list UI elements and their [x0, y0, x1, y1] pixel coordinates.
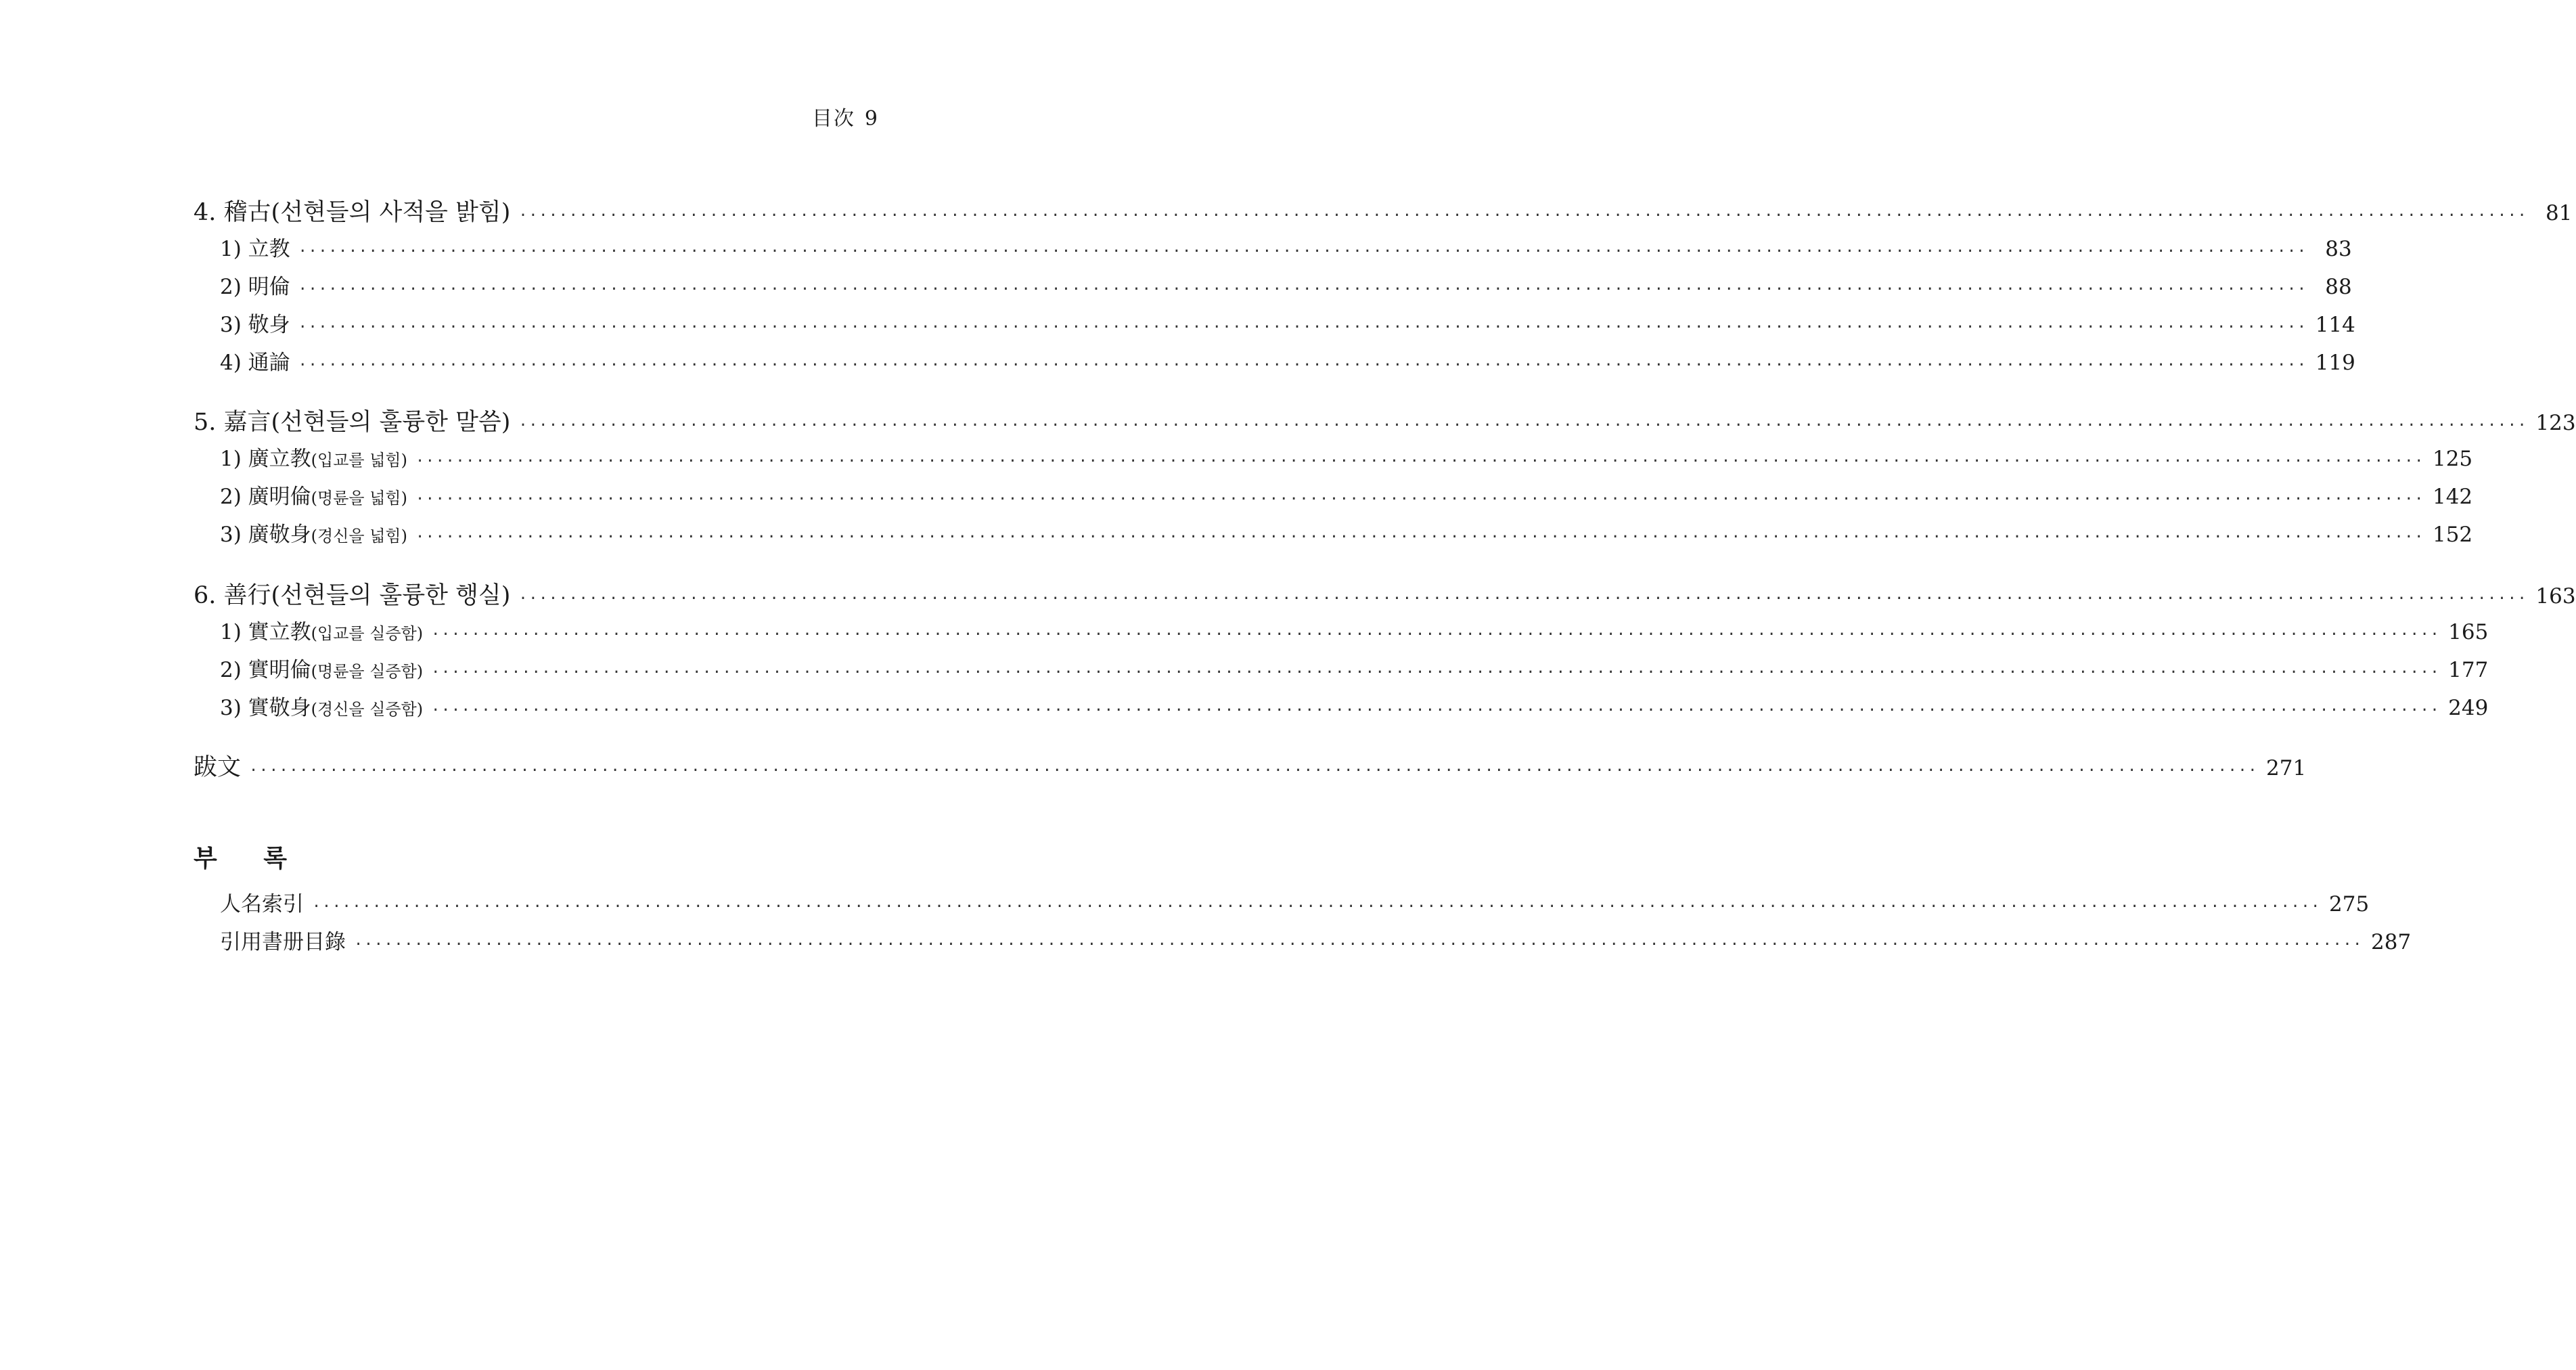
toc-entry-page: 271: [2266, 756, 2307, 780]
toc-entry-label: [220, 517, 407, 548]
dot-leader: ········································································································································································································: [431, 626, 2441, 643]
appendix-entry[interactable]: [220, 887, 2370, 916]
appendix-entry[interactable]: [220, 925, 2412, 954]
toc-entry-label: [220, 690, 423, 721]
toc-entry-page: 125: [2432, 447, 2473, 471]
toc-entry[interactable]: [220, 517, 2473, 547]
toc-entry-page: 88: [2325, 275, 2352, 299]
toc-entry-note: (명륜을 넓힘): [311, 489, 407, 508]
toc-entry[interactable]: [194, 194, 2573, 226]
toc-entry-note: (입교를 넓힘): [311, 451, 407, 470]
toc-entry-title: 3) 廣敬身: [220, 523, 311, 547]
toc-entry[interactable]: [220, 479, 2473, 509]
toc-entry-label: [220, 441, 407, 472]
dot-leader: ········································································································································································································: [415, 453, 2424, 470]
toc-entry-page: 83: [2325, 237, 2352, 261]
toc-entry-title: 1) 實立教: [220, 620, 311, 644]
dot-leader: ········································································································································································································: [298, 243, 2307, 260]
toc-entry[interactable]: [220, 441, 2473, 471]
toc-entry[interactable]: [220, 615, 2489, 644]
toc-entry-label: [220, 479, 407, 510]
dot-leader: ········································································································································································································: [415, 529, 2424, 546]
dot-leader: ········································································································································································································: [312, 898, 2322, 915]
toc-entry-label: 4) 通論: [220, 351, 290, 375]
dot-leader: ········································································································································································································: [298, 357, 2307, 374]
toc-entry-label: 5. 嘉言(선현들의 훌륭한 말씀): [194, 409, 511, 436]
running-head-title: 目次: [811, 107, 855, 131]
toc-entry[interactable]: [194, 577, 2576, 609]
toc-entry[interactable]: [220, 231, 2352, 261]
toc-entry-page: 119: [2315, 351, 2355, 375]
dot-leader: ········································································································································································································: [298, 281, 2307, 298]
running-head: [812, 102, 879, 131]
toc-entry-page: 123: [2535, 411, 2576, 435]
appendix-entry-label: 人名索引: [220, 892, 304, 916]
dot-leader: ········································································································································································································: [415, 491, 2424, 508]
toc-entry[interactable]: [194, 403, 2576, 436]
dot-leader: ········································································································································································································: [249, 762, 2259, 779]
toc-entry-label: 跋文: [194, 754, 242, 781]
appendix-heading: 부 록: [194, 844, 307, 872]
dot-leader: ········································································································································································································: [518, 207, 2528, 224]
dot-leader: ········································································································································································································: [298, 319, 2307, 336]
toc-entry-label: [220, 653, 423, 683]
toc-entry-label: 6. 善行(선현들의 훌륭한 행실): [194, 582, 511, 609]
dot-leader: ········································································································································································································: [354, 936, 2364, 953]
appendix-entry-label: 引用書册目錄: [220, 930, 346, 954]
toc-entry-note: (입교를 실증함): [311, 624, 424, 643]
toc-entry-page: 114: [2315, 313, 2355, 337]
toc-entry[interactable]: [220, 307, 2355, 337]
toc-entry-label: 2) 明倫: [220, 275, 290, 299]
toc-entry-title: 2) 廣明倫: [220, 485, 311, 509]
toc-entry[interactable]: [220, 345, 2355, 375]
toc-entry[interactable]: [220, 690, 2489, 720]
page-number: 9: [864, 107, 879, 131]
toc-entry[interactable]: [220, 653, 2489, 682]
toc-entry-title: 2) 實明倫: [220, 658, 311, 682]
dot-leader: ········································································································································································································: [518, 590, 2528, 607]
dot-leader: ········································································································································································································: [431, 664, 2441, 681]
toc-entry-title: 3) 實敬身: [220, 696, 311, 720]
toc-entry-page: 81: [2545, 201, 2573, 225]
toc-entry-note: (경신을 실증함): [311, 700, 424, 719]
appendix-entry-page: 275: [2329, 892, 2370, 916]
toc-entry[interactable]: [194, 749, 2307, 781]
dot-leader: ········································································································································································································: [431, 702, 2441, 719]
toc-entry[interactable]: [220, 269, 2352, 299]
toc-entry-page: 165: [2448, 620, 2489, 644]
toc-entry-page: 163: [2535, 584, 2576, 609]
toc-entry-page: 249: [2448, 696, 2489, 720]
toc-entry-page: 142: [2432, 485, 2473, 509]
toc-entry-label: 4. 稽古(선현들의 사적을 밝힘): [194, 199, 511, 226]
toc-entry-note: (명륜을 실증함): [311, 662, 424, 681]
toc-entry-note: (경신을 넓힘): [311, 527, 407, 546]
appendix-entry-page: 287: [2371, 930, 2412, 954]
toc-entry-title: 1) 廣立教: [220, 447, 311, 471]
toc-entry-label: 3) 敬身: [220, 313, 290, 337]
dot-leader: ········································································································································································································: [518, 417, 2528, 434]
toc-entry-page: 177: [2448, 658, 2489, 682]
toc-entry-label: 1) 立教: [220, 237, 290, 261]
toc-entry-page: 152: [2432, 523, 2473, 547]
toc-entry-label: [220, 615, 423, 645]
